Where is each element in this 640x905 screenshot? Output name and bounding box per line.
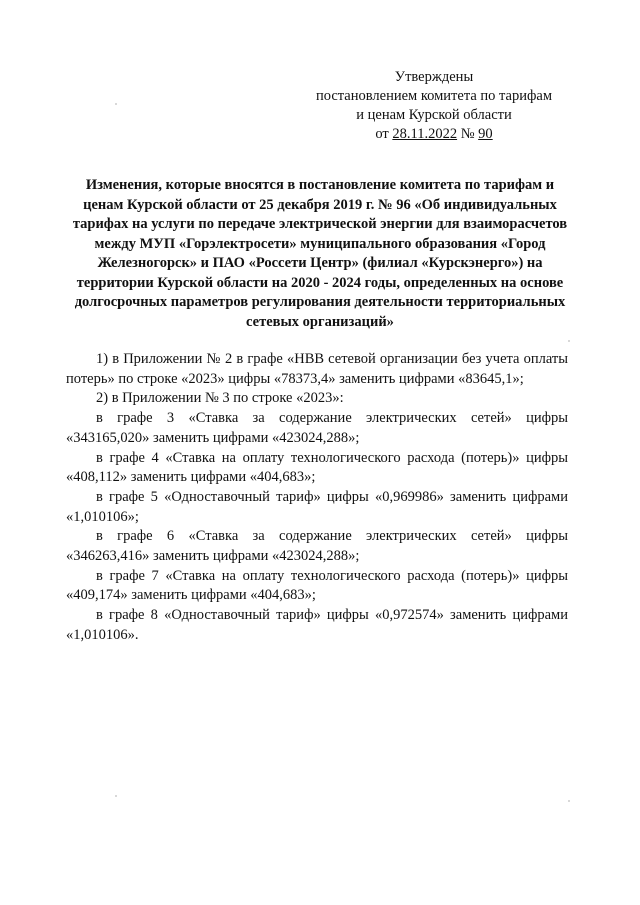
paragraph-item-2: 2) в Приложении № 3 по строке «2023»: [96,390,344,407]
scan-speck [115,103,117,105]
scan-speck [568,800,570,802]
scan-speck [115,795,117,797]
document-body [66,350,568,646]
approval-number-prefix: № [457,126,479,142]
approval-block [300,68,568,144]
document-title: Изменения, которые вносятся в постановление комитета по тарифам и ценам Курской области от 25 декабря 2019 г. № 96 «Об индивидуальных тарифах на услуги по передаче электрической энергии для взаиморасчетов между МУП «Горэлектросети» муниципального образования «Город Железногорск» и ПАО «Россети Центр» (филиал «Курскэнерго») на территории Курской области на 2020 - 2024 годы, определенных на основе долгосрочных параметров регулирования деятельности территориальных сетевых организаций» [72,177,568,330]
approval-authority-region: и ценам Курской области [356,107,512,123]
approval-date-prefix: от [375,126,393,142]
paragraph-graph-6: в графе 6 «Ставка за содержание электрических сетей» цифры «346263,416» заменить цифрами «423024,288»; [66,528,568,565]
paragraph-graph-8: в графе 8 «Одноставочный тариф» цифры «0,972574» заменить цифрами «1,010106». [66,607,568,643]
paragraph-graph-5: в графе 5 «Одноставочный тариф» цифры «0,969986» заменить цифрами «1,010106»; [66,488,568,525]
paragraph-graph-3: в графе 3 «Ставка за содержание электрических сетей» цифры «343165,020» заменить цифрами «423024,288»; [66,410,568,446]
approval-heading: Утверждены [394,69,474,85]
paragraph-graph-7: в графе 7 «Ставка на оплату технологического расхода (потерь)» цифры «409,174» заменить цифрами «404,683»; [66,567,568,604]
paragraph-graph-4: в графе 4 «Ставка на оплату технологического расхода (потерь)» цифры «408,112» заменить цифрами «404,683»; [66,449,568,486]
approval-authority: постановлением комитета по тарифам [315,88,552,104]
scan-speck [568,340,570,342]
approval-number: 90 [478,126,493,142]
approval-date-line [300,125,568,144]
approval-date: 28.11.2022 [392,126,458,142]
paragraph-item-1: 1) в Приложении № 2 в графе «НВВ сетевой организации без учета оплаты потерь» по строке «2023» цифры «78373,4» заменить цифрами «83645,1»; [66,351,568,387]
